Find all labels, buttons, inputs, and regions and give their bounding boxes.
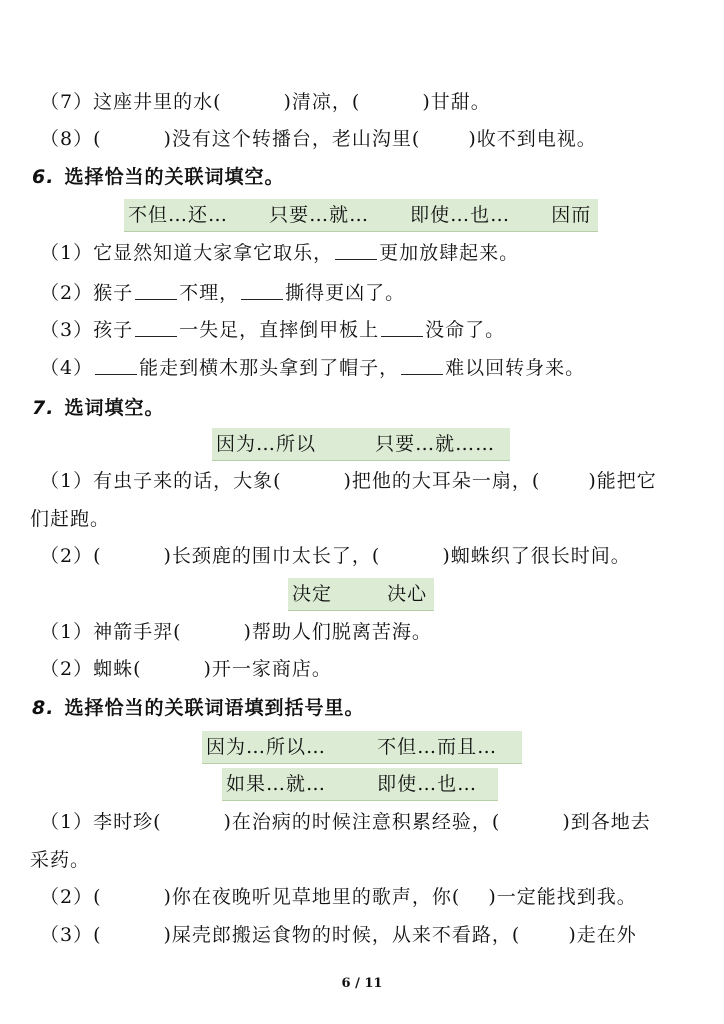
item-text: )在治病的时候注意积累经验，(: [223, 811, 501, 833]
item-text: (: [93, 545, 102, 567]
section-heading: [32, 393, 696, 423]
item-text: )开一家商店。: [203, 658, 332, 680]
section-heading: [32, 693, 696, 723]
item-number: （7）: [40, 91, 94, 113]
item-text: 有虫子来的话，大象(: [93, 470, 282, 492]
question-line: [40, 617, 696, 647]
item-text: )蜘蛛织了很长时间。: [442, 545, 631, 567]
item-text: )屎壳郎搬运食物的时候，从来不看路，(: [163, 924, 521, 946]
item-text: )把他的大耳朵一扇，(: [343, 470, 541, 492]
item-text: 没命了。: [425, 319, 506, 341]
question-line: [40, 238, 696, 268]
word-option: 只要…就…: [269, 204, 370, 226]
item-number: （4）: [40, 357, 94, 379]
item-text: 李时珍(: [93, 811, 162, 833]
answer-blank[interactable]: [241, 279, 283, 300]
item-number: （1）: [40, 242, 94, 264]
question-line: [40, 654, 696, 684]
item-text: )甘甜。: [422, 91, 491, 113]
item-number: （1）: [40, 621, 94, 643]
item-number: （1）: [40, 470, 94, 492]
word-option: 不但…还…: [128, 204, 229, 226]
question-line-continued: [30, 845, 696, 875]
word-option: 因而: [551, 204, 592, 226]
item-text: 这座井里的水(: [93, 91, 222, 113]
item-number: （8）: [40, 128, 94, 150]
question-line: [40, 541, 696, 571]
item-text: )收不到电视。: [468, 128, 597, 150]
item-text: )没有这个转播台，老山沟里(: [163, 128, 421, 150]
item-text: )能把它: [588, 470, 657, 492]
item-text: )你在夜晚听见草地里的歌声，你(: [163, 886, 461, 908]
question-line: [40, 87, 696, 117]
page-number: 6 / 11: [341, 976, 383, 991]
word-bank: [222, 768, 498, 801]
item-text: )走在外: [568, 924, 637, 946]
word-option: 即使…也…: [377, 773, 478, 795]
item-text: )一定能找到我。: [488, 886, 637, 908]
item-number: （2）: [40, 886, 94, 908]
question-line: [40, 278, 696, 308]
word-option: 只要…就……: [375, 433, 496, 455]
question-line: [40, 124, 696, 154]
answer-blank[interactable]: [335, 239, 377, 260]
item-text: 蜘蛛(: [93, 658, 142, 680]
section-title: 选择恰当的关联词语填到括号里。: [64, 697, 365, 719]
question-line: [40, 920, 696, 950]
item-text: 更加放肆起来。: [379, 242, 520, 264]
answer-blank[interactable]: [381, 316, 423, 337]
question-line: [40, 315, 696, 345]
word-option: 不但…而且…: [377, 736, 498, 758]
section-title: 选词填空。: [64, 397, 165, 419]
item-text: 神箭手羿(: [93, 621, 182, 643]
item-text: 猴子: [93, 282, 134, 304]
answer-blank[interactable]: [135, 279, 177, 300]
word-bank: [202, 731, 522, 764]
word-option: 即使…也…: [410, 204, 511, 226]
answer-blank[interactable]: [135, 316, 177, 337]
item-text: )清凉，(: [283, 91, 361, 113]
item-number: （2）: [40, 282, 94, 304]
item-text: 难以回转身来。: [445, 357, 586, 379]
word-option: 决心: [387, 583, 428, 605]
answer-blank[interactable]: [95, 354, 137, 375]
word-option: 因为…所以: [216, 433, 317, 455]
item-text: 一失足，直摔倒甲板上: [179, 319, 380, 341]
item-text: (: [93, 924, 102, 946]
item-number: （3）: [40, 924, 94, 946]
item-text: (: [93, 886, 102, 908]
item-text: (: [93, 128, 102, 150]
question-line-continued: [30, 504, 696, 534]
item-text: 孩子: [93, 319, 134, 341]
section-title: 选择恰当的关联词填空。: [64, 166, 285, 188]
item-number: （2）: [40, 545, 94, 567]
item-text: 采药。: [30, 849, 91, 871]
section-heading: [32, 162, 696, 192]
question-line: [40, 466, 696, 496]
word-bank: [124, 199, 598, 232]
word-option: 因为…所以…: [206, 736, 327, 758]
item-text: )长颈鹿的围巾太长了，(: [163, 545, 381, 567]
question-line: [40, 807, 696, 837]
word-option: 决定: [292, 583, 333, 605]
word-bank: [288, 578, 434, 611]
question-line: [40, 882, 696, 912]
section-number: 8.: [32, 697, 55, 719]
word-bank: [212, 428, 510, 461]
item-text: )帮助人们脱离苦海。: [243, 621, 432, 643]
item-number: （3）: [40, 319, 94, 341]
section-number: 7.: [32, 397, 55, 419]
question-line: [40, 353, 696, 383]
item-text: 们赶跑。: [30, 508, 111, 530]
item-number: （1）: [40, 811, 94, 833]
item-text: 能走到横木那头拿到了帽子，: [139, 357, 400, 379]
word-option: 如果…就…: [226, 773, 327, 795]
item-text: 它显然知道大家拿它取乐，: [93, 242, 334, 264]
answer-blank[interactable]: [401, 354, 443, 375]
item-text: 不理，: [179, 282, 240, 304]
section-number: 6.: [32, 166, 55, 188]
item-number: （2）: [40, 658, 94, 680]
item-text: )到各地去: [562, 811, 651, 833]
item-text: 撕得更凶了。: [285, 282, 406, 304]
